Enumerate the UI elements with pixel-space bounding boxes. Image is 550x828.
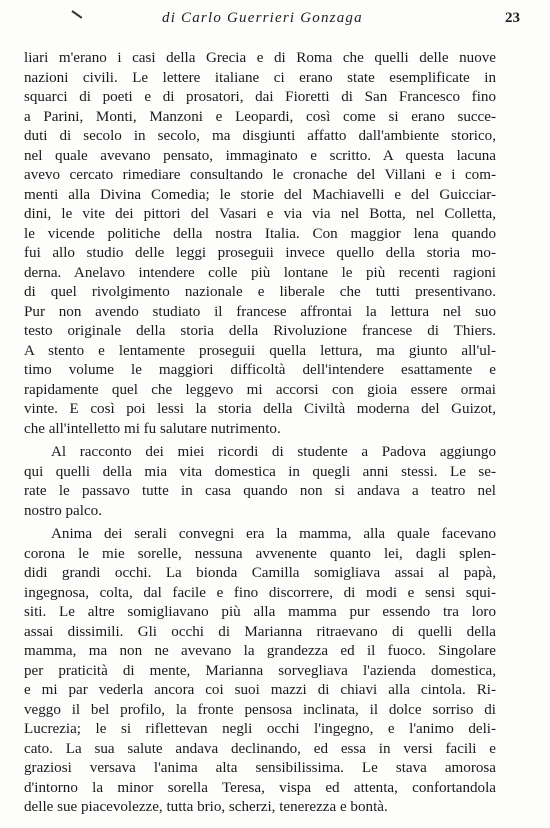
text-line: delle sue piacevolezze, tutta brio, scherzi, tenerezza e bontà. <box>24 799 388 815</box>
text-line: testo originale della storia della Rivoluzione francese di Thiers. <box>24 323 496 339</box>
text-line: duti di secolo in secolo, ma disgiunti affatto dall'ambiente storico, <box>24 128 496 144</box>
paragraph <box>24 49 496 439</box>
text-line: dini, le vite dei pittori del Vasari e via via nel Botta, nel Colletta, <box>24 206 496 222</box>
text-line: A stento e lentamente proseguii quella lettura, ma giunto all'ul- <box>24 342 496 359</box>
text-line: cato. La sua salute andava declinando, ed essa in versi facili e <box>24 740 496 757</box>
text-line: assai dissimili. Gli occhi di Marianna ritraevano di quelli della <box>24 623 496 640</box>
text-line: nostro palco. <box>24 502 102 519</box>
text-line: per praticità di mente, Marianna sorvegliava l'azienda domestica, <box>24 662 496 679</box>
text-line: e mi par vederla ancora coi suoi mazzi di chiavi alla cintola. Ri- <box>24 682 496 698</box>
text-line: vinte. E così poi lessi la storia della Civiltà moderna del Guizot, <box>24 401 496 417</box>
text-line: rapidamente quel che leggevo mi accorsi con gioia essere ormai <box>24 381 496 398</box>
text-line: veggo il bel profilo, la fronte pensosa inclinata, il dolce sorriso di <box>24 701 496 718</box>
text-line: siti. Le altre somigliavano più alla mamma pur essendo tra loro <box>24 604 496 620</box>
text-line: Lucrezia; le si riflettevan negli occhi l'ingegno, e l'animo deli- <box>24 721 496 737</box>
text-line: a Parini, Monti, Manzoni e Leopardi, così come si erano succe- <box>24 108 496 125</box>
text-line: ingegnosa, colta, dal facile e fino discorrere, di modi e sensi squi- <box>24 584 496 601</box>
text-line: timo volume le maggiori difficoltà dell'intendere esattamente e <box>24 362 496 378</box>
text-line: mamma, ma non ne avevano la grandezza ed il fuoco. Singolare <box>24 643 496 659</box>
paragraph <box>24 525 496 818</box>
text-line: menti alla Divina Comedia; le storie del Machiavelli e del Guicciar- <box>24 186 496 203</box>
text-line: Anima dei serali convegni era la mamma, alla quale facevano <box>51 526 496 542</box>
text-line: nazioni civili. Le lettere italiane ci erano state esemplificate in <box>24 69 496 86</box>
text-line: Al racconto dei miei ricordi di studente a Padova aggiungo <box>51 444 496 460</box>
text-line: nel quale avevano pensato, immaginato e scritto. A questa lacuna <box>24 147 496 164</box>
text-line: didi grandi occhi. La bionda Camilla somigliava assai al papà, <box>24 565 496 581</box>
text-line: avevo cercato rimediare consultando le cronache del Villani e i com- <box>24 167 496 183</box>
paragraph <box>24 443 496 521</box>
text-line: squarci di poeti e di prosatori, dai Fioretti di San Francesco fino <box>24 89 496 105</box>
text-line: corona le mie sorelle, nessuna avvenente quanto lei, dagli splen- <box>24 545 496 562</box>
running-title: di Carlo Guerrieri Gonzaga <box>162 10 363 26</box>
text-line: rate le passavo tutte in casa quando non si andava a teatro nel <box>24 483 496 499</box>
text-line: le vicende politiche della nostra Italia. Con maggior lena quando <box>24 225 496 242</box>
text-line: di quel rivolgimento nazionale e liberale che tutti presentivano. <box>24 284 496 300</box>
page-header <box>24 10 526 30</box>
text-line: qui quelli della mia vita domestica in quegli anni stessi. Le se- <box>24 463 496 480</box>
text-line: d'intorno la minor sorella Teresa, vispa ed attenta, confortandola <box>24 779 496 796</box>
text-line: Pur non avendo studiato il francese affrontai la lettura nel suo <box>24 303 496 320</box>
page-number: 23 <box>505 10 520 26</box>
text-line: che all'intelletto mi fu salutare nutrimento. <box>24 420 281 437</box>
corner-mark <box>71 10 82 19</box>
text-line: fui allo studio delle leggi proseguii invece quello della storia mo- <box>24 245 496 261</box>
text-line: graziosi versava l'anima alta sensibilissima. Le stava amorosa <box>24 760 496 776</box>
text-line: liari m'erano i casi della Grecia e di Roma che quelli delle nuove <box>24 50 496 66</box>
text-body <box>24 49 496 818</box>
text-line: derna. Anelavo intendere colle più lontane le più recenti ragioni <box>24 264 496 281</box>
